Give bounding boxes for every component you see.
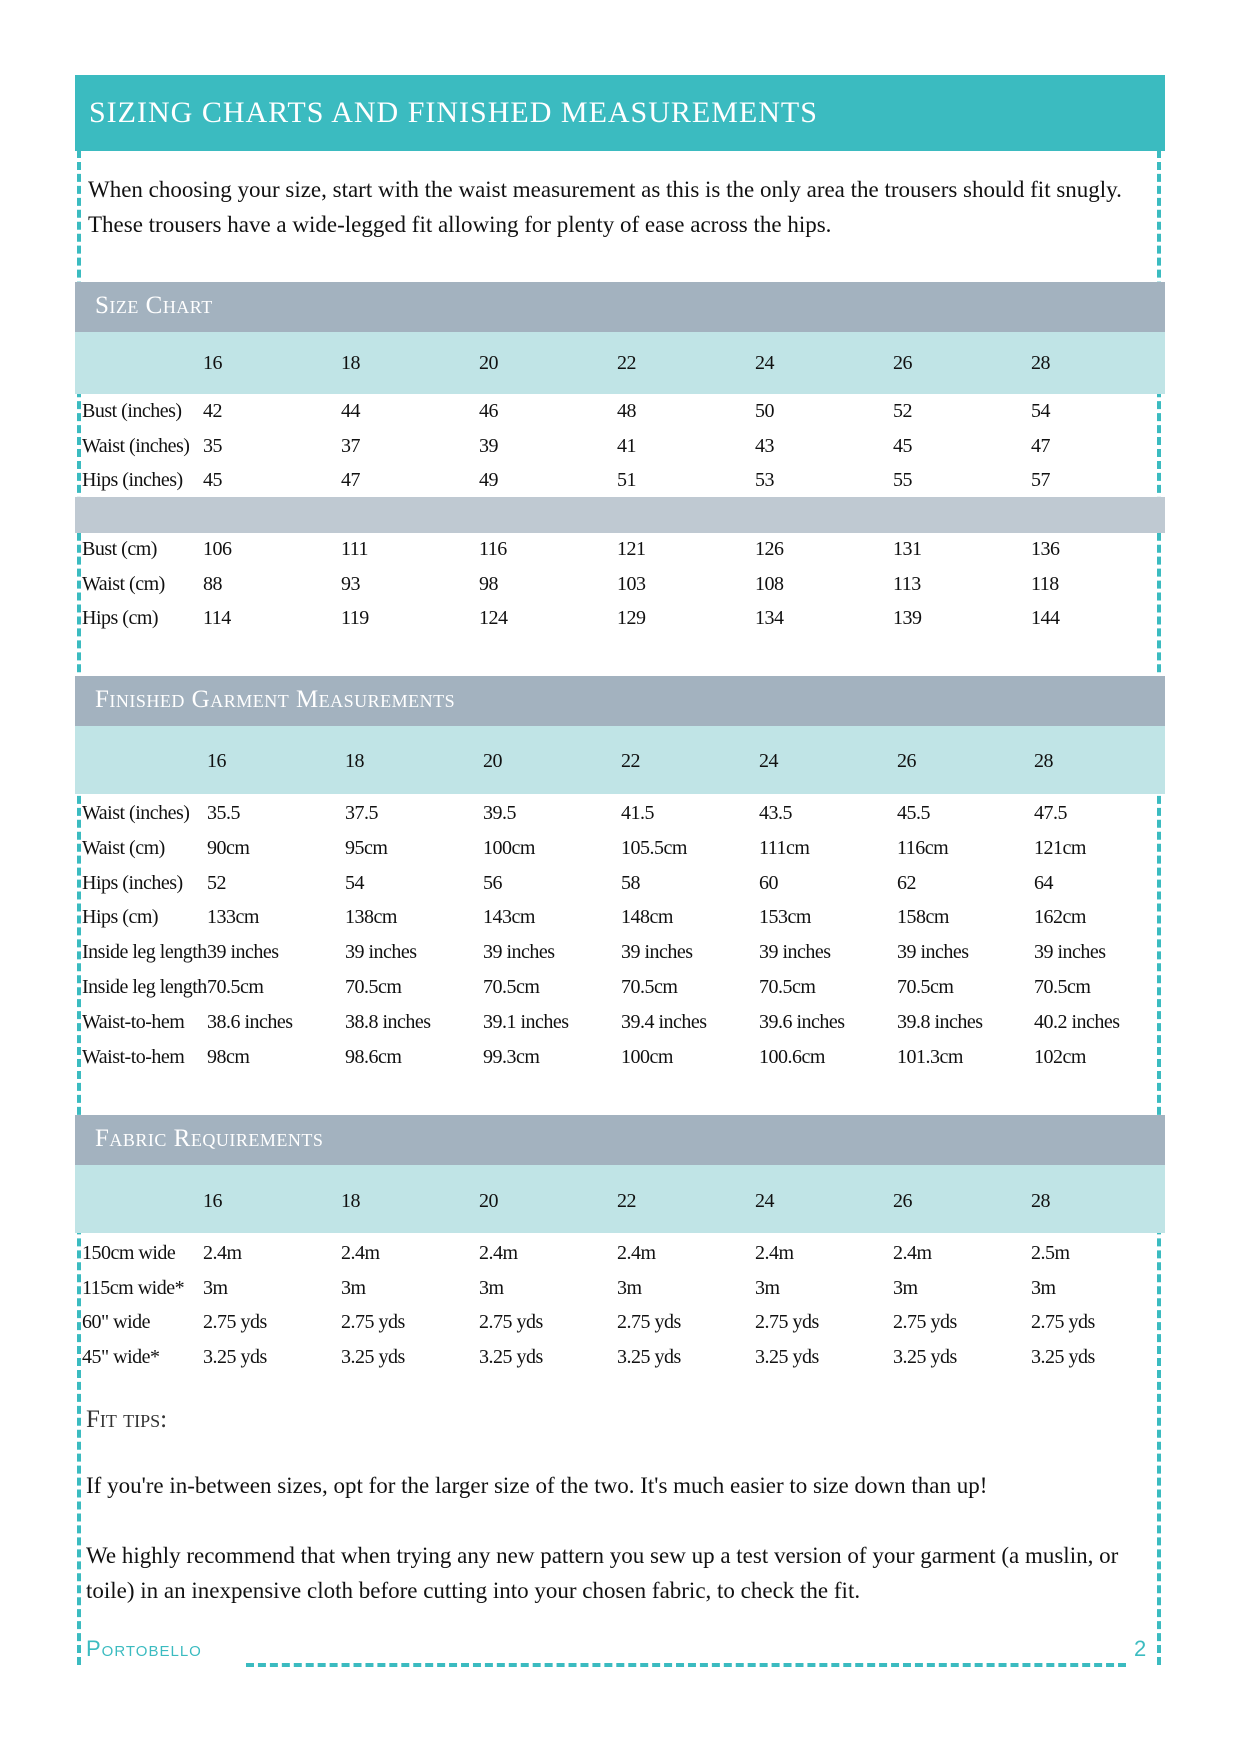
- fabric-row-label: 115cm wide*: [82, 1276, 185, 1299]
- fabric-row-label: 150cm wide: [82, 1242, 176, 1264]
- finished-cell: 39.5: [483, 802, 516, 824]
- finished-cell: 39 inches: [759, 941, 831, 964]
- size-chart-inches-cell: 47: [1031, 434, 1050, 457]
- size-chart-cm-cell: 136: [1031, 538, 1060, 560]
- size-chart-inches-cell: 49: [479, 469, 498, 491]
- size-chart-inches-cell: 42: [203, 400, 222, 422]
- fabric-cell: 3m: [617, 1276, 642, 1299]
- finished-cell: 70.5cm: [621, 976, 678, 998]
- size-chart-inches-cell: 50: [755, 400, 774, 422]
- finished-cell: 133cm: [207, 906, 259, 929]
- size-chart-cm-row-label: Hips (cm): [82, 607, 159, 629]
- finished-cell: 39.1 inches: [483, 1010, 569, 1033]
- finished-cell: 101.3cm: [897, 1045, 963, 1068]
- fabric-size-header: 22: [617, 1190, 636, 1212]
- finished-cell: 62: [897, 871, 916, 894]
- fabric-cell: 3m: [755, 1276, 780, 1299]
- fabric-row-label: 45" wide*: [82, 1345, 160, 1368]
- finished-size-header: 24: [759, 750, 778, 772]
- finished-cell: 39 inches: [483, 941, 555, 964]
- size-chart-inches-cell: 35: [203, 434, 222, 457]
- fabric-size-header: 20: [479, 1190, 498, 1212]
- finished-cell: 98cm: [207, 1045, 250, 1068]
- finished-cell: 47.5: [1034, 802, 1067, 824]
- size-chart-cm-cell: 119: [341, 607, 369, 629]
- size-chart-inches-cell: 51: [617, 469, 636, 491]
- finished-heading: Finished Garment Measurements: [75, 676, 1165, 726]
- finished-cell: 39 inches: [207, 941, 279, 964]
- finished-cell: 56: [483, 871, 502, 894]
- size-chart-inches-cell: 46: [479, 400, 498, 422]
- size-chart-cm-cell: 111: [341, 538, 369, 560]
- finished-cell: 143cm: [483, 906, 535, 929]
- fabric-cell: 2.75 yds: [341, 1311, 405, 1333]
- finished-cell: 100.6cm: [759, 1045, 825, 1068]
- size-chart-inches-cell: 57: [1031, 469, 1050, 491]
- finished-size-header: 20: [483, 750, 502, 772]
- finished-cell: 138cm: [345, 906, 397, 929]
- fabric-cell: 2.4m: [617, 1242, 656, 1264]
- size-chart-size-header: 28: [1031, 352, 1050, 374]
- size-chart-cm-cell: 134: [755, 607, 784, 629]
- finished-cell: 39.8 inches: [897, 1010, 983, 1033]
- size-chart-size-header: 16: [203, 352, 222, 374]
- size-chart-cm-cell: 124: [479, 607, 508, 629]
- fabric-size-header: 16: [203, 1190, 222, 1212]
- finished-cell: 70.5cm: [897, 976, 954, 998]
- finished-cell: 52: [207, 871, 226, 894]
- finished-cell: 39 inches: [621, 941, 693, 964]
- fabric-row-label: 60" wide: [82, 1311, 151, 1333]
- fabric-cell: 2.75 yds: [617, 1311, 681, 1333]
- intro-text: When choosing your size, start with the waist measurement as this is the only area the trousers should fit snugly. These trousers have a wide-legged fit allowing for plenty of ease across the hips.: [88, 177, 1122, 237]
- finished-cell: 70.5cm: [1034, 976, 1091, 998]
- size-chart-cm-cell: 98: [479, 572, 498, 595]
- finished-row-label: Hips (inches): [82, 871, 183, 894]
- finished-cell: 39 inches: [897, 941, 969, 964]
- size-chart-inches-cell: 41: [617, 434, 636, 457]
- fabric-cell: 2.4m: [479, 1242, 518, 1264]
- finished-cell: 70.5cm: [207, 976, 264, 998]
- size-chart-divider: [75, 497, 1165, 533]
- finished-row-label: Inside leg length: [82, 941, 207, 964]
- fabric-cell: 2.4m: [755, 1242, 794, 1264]
- fabric-cell: 3m: [1031, 1276, 1056, 1299]
- fabric-cell: 3m: [341, 1276, 366, 1299]
- size-chart-cm-cell: 116: [479, 538, 507, 560]
- size-chart-inches-cell: 43: [755, 434, 774, 457]
- finished-cell: 38.8 inches: [345, 1010, 431, 1033]
- finished-cell: 95cm: [345, 836, 388, 859]
- finished-cell: 39 inches: [345, 941, 417, 964]
- finished-cell: 41.5: [621, 802, 654, 824]
- fabric-cell: 2.4m: [341, 1242, 380, 1264]
- size-chart-inches-row-label: Waist (inches): [82, 434, 190, 457]
- size-chart-inches-cell: 39: [479, 434, 498, 457]
- fit-tips-heading: Fit tips:: [86, 1406, 168, 1433]
- size-chart-inches-cell: 45: [203, 469, 222, 491]
- footer-brand: Portobello: [86, 1636, 208, 1662]
- finished-cell: 111cm: [759, 836, 810, 859]
- fabric-cell: 3m: [203, 1276, 228, 1299]
- size-chart-size-header: 24: [755, 352, 774, 374]
- size-chart-size-header: 20: [479, 352, 498, 374]
- size-chart-cm-cell: 108: [755, 572, 784, 595]
- fabric-cell: 2.75 yds: [203, 1311, 267, 1333]
- finished-cell: 58: [621, 871, 640, 894]
- size-chart-cm-cell: 88: [203, 572, 222, 595]
- size-chart-cm-cell: 129: [617, 607, 646, 629]
- finished-cell: 121cm: [1034, 836, 1086, 859]
- size-chart-cm-cell: 103: [617, 572, 646, 595]
- finished-cell: 39.4 inches: [621, 1010, 707, 1033]
- fit-tip-1: If you're in-between sizes, opt for the larger size of the two. It's much easier to size down than up!: [86, 1473, 988, 1498]
- fabric-cell: 3m: [479, 1276, 504, 1299]
- fabric-cell: 3.25 yds: [203, 1345, 267, 1368]
- size-chart-inches-row-label: Hips (inches): [82, 469, 183, 491]
- size-chart-inches-cell: 48: [617, 400, 636, 422]
- finished-cell: 39 inches: [1034, 941, 1106, 964]
- finished-size-header: 18: [345, 750, 364, 772]
- fabric-cell: 2.4m: [203, 1242, 242, 1264]
- finished-row-label: Waist-to-hem: [82, 1045, 185, 1068]
- size-chart-cm-cell: 114: [203, 607, 231, 629]
- size-chart-inches-cell: 45: [893, 434, 912, 457]
- fabric-cell: 2.75 yds: [755, 1311, 819, 1333]
- fabric-size-header: 24: [755, 1190, 774, 1212]
- finished-cell: 54: [345, 871, 364, 894]
- size-chart-size-header: 22: [617, 352, 636, 374]
- finished-cell: 60: [759, 871, 778, 894]
- size-chart-inches-cell: 53: [755, 469, 774, 491]
- finished-cell: 39.6 inches: [759, 1010, 845, 1033]
- fabric-cell: 2.75 yds: [893, 1311, 957, 1333]
- size-chart-size-header: 26: [893, 352, 912, 374]
- fabric-cell: 3.25 yds: [617, 1345, 681, 1368]
- fabric-cell: 3.25 yds: [1031, 1345, 1095, 1368]
- finished-cell: 38.6 inches: [207, 1010, 293, 1033]
- fit-tip-2: We highly recommend that when trying any new pattern you sew up a test version of your garment (a muslin, or toile) in an inexpensive cloth before cutting into your chosen fabric, to check the fit.: [86, 1543, 1119, 1603]
- finished-cell: 116cm: [897, 836, 949, 859]
- size-chart-cm-cell: 131: [893, 538, 922, 560]
- finished-size-header: 26: [897, 750, 916, 772]
- size-chart-cm-cell: 139: [893, 607, 922, 629]
- finished-cell: 70.5cm: [483, 976, 540, 998]
- size-chart-inches-cell: 54: [1031, 400, 1050, 422]
- size-chart-cm-cell: 126: [755, 538, 784, 560]
- finished-cell: 102cm: [1034, 1045, 1086, 1068]
- size-chart-cm-cell: 106: [203, 538, 232, 560]
- size-chart-cm-row-label: Waist (cm): [82, 572, 165, 595]
- finished-size-header: 16: [207, 750, 226, 772]
- finished-cell: 35.5: [207, 802, 240, 824]
- fabric-cell: 2.75 yds: [479, 1311, 543, 1333]
- fabric-size-header: 18: [341, 1190, 360, 1212]
- finished-cell: 158cm: [897, 906, 949, 929]
- fabric-cell: 3.25 yds: [479, 1345, 543, 1368]
- finished-size-header: 28: [1034, 750, 1053, 772]
- finished-cell: 40.2 inches: [1034, 1010, 1120, 1033]
- page-number: 2: [1134, 1636, 1147, 1661]
- fabric-cell: 3m: [893, 1276, 918, 1299]
- fabric-size-header: 26: [893, 1190, 912, 1212]
- size-chart-cm-cell: 93: [341, 572, 360, 595]
- finished-row-label: Hips (cm): [82, 906, 159, 929]
- fabric-cell: 2.4m: [893, 1242, 932, 1264]
- fabric-cell: 3.25 yds: [341, 1345, 405, 1368]
- size-chart-heading: Size Chart: [75, 282, 1165, 332]
- finished-cell: 100cm: [621, 1045, 673, 1068]
- size-chart-inches-cell: 37: [341, 434, 360, 457]
- fabric-heading: Fabric Requirements: [75, 1115, 1165, 1165]
- footer-divider: [246, 1663, 1126, 1667]
- size-chart-inches-cell: 55: [893, 469, 912, 491]
- fabric-size-header: 28: [1031, 1190, 1050, 1212]
- finished-row-label: Waist (inches): [82, 802, 190, 824]
- finished-cell: 98.6cm: [345, 1045, 402, 1068]
- finished-cell: 100cm: [483, 836, 535, 859]
- finished-size-bar: [75, 726, 1165, 794]
- finished-row-label: Waist (cm): [82, 836, 165, 859]
- finished-cell: 148cm: [621, 906, 673, 929]
- size-chart-inches-row-label: Bust (inches): [82, 400, 182, 422]
- finished-row-label: Waist-to-hem: [82, 1010, 185, 1033]
- size-chart-inches-cell: 47: [341, 469, 360, 491]
- finished-cell: 70.5cm: [759, 976, 816, 998]
- size-chart-inches-cell: 52: [893, 400, 912, 422]
- size-chart-cm-cell: 118: [1031, 572, 1059, 595]
- fabric-cell: 2.75 yds: [1031, 1311, 1095, 1333]
- fabric-cell: 3.25 yds: [893, 1345, 957, 1368]
- finished-cell: 37.5: [345, 802, 378, 824]
- finished-cell: 90cm: [207, 836, 250, 859]
- finished-cell: 45.5: [897, 802, 930, 824]
- fabric-cell: 2.5m: [1031, 1242, 1070, 1264]
- finished-cell: 70.5cm: [345, 976, 402, 998]
- size-chart-cm-cell: 144: [1031, 607, 1060, 629]
- fabric-cell: 3.25 yds: [755, 1345, 819, 1368]
- size-chart-inches-cell: 44: [341, 400, 360, 422]
- size-chart-cm-cell: 121: [617, 538, 646, 560]
- size-chart-cm-cell: 113: [893, 572, 921, 595]
- finished-size-header: 22: [621, 750, 640, 772]
- finished-cell: 105.5cm: [621, 836, 687, 859]
- size-chart-size-header: 18: [341, 352, 360, 374]
- finished-cell: 43.5: [759, 802, 792, 824]
- finished-row-label: Inside leg length: [82, 976, 207, 998]
- finished-cell: 99.3cm: [483, 1045, 540, 1068]
- page-title: SIZING CHARTS AND FINISHED MEASUREMENTS: [75, 75, 1165, 151]
- finished-cell: 153cm: [759, 906, 811, 929]
- size-chart-cm-row-label: Bust (cm): [82, 538, 157, 560]
- finished-cell: 64: [1034, 871, 1053, 894]
- finished-cell: 162cm: [1034, 906, 1086, 929]
